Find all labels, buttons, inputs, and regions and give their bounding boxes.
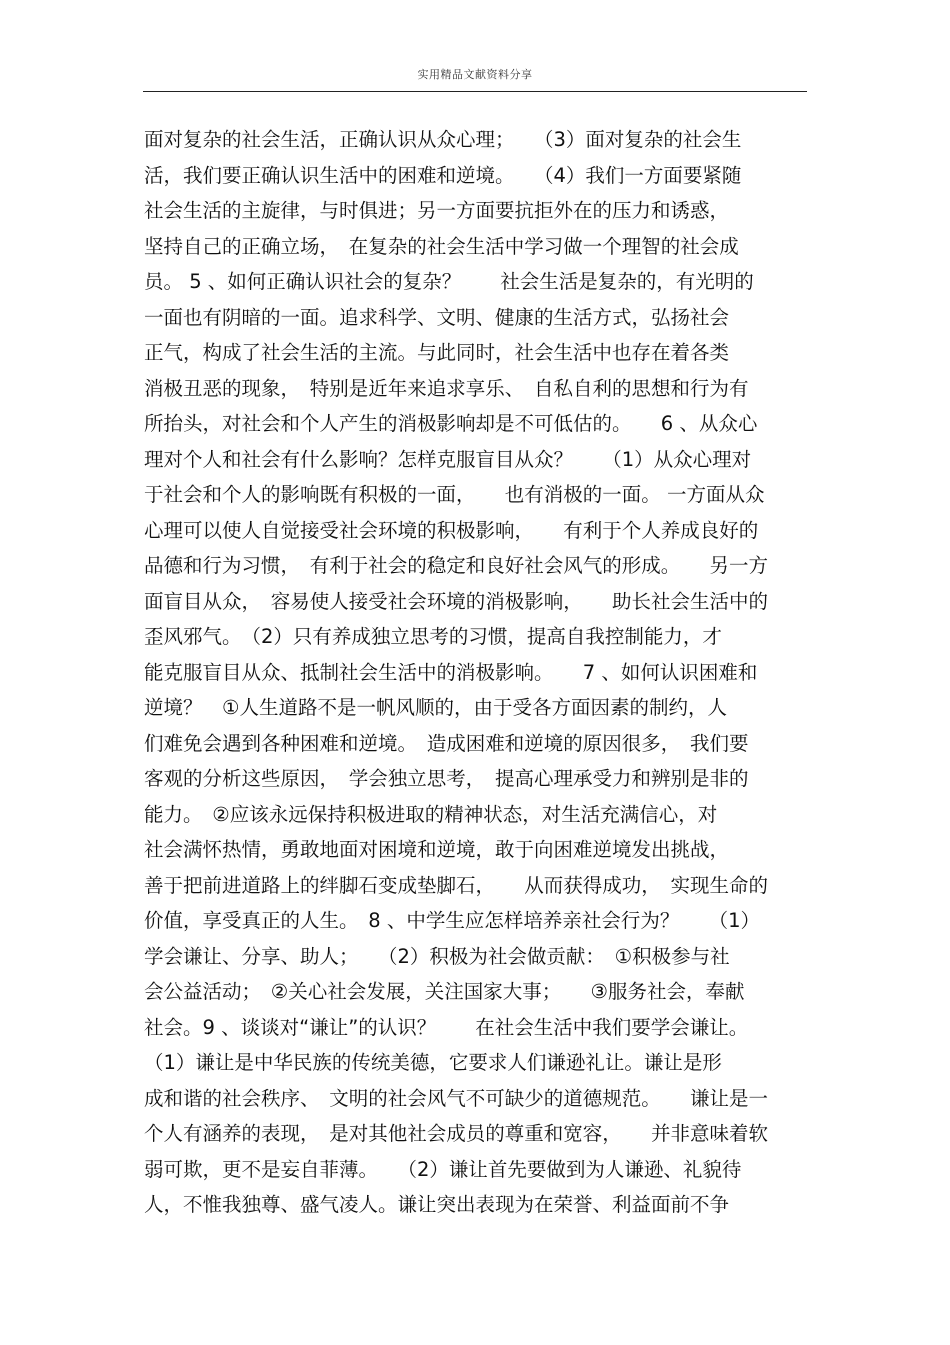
page-header-title: 实用精品文献资料分享 — [417, 68, 533, 81]
header-divider — [143, 91, 807, 92]
text-line: 善于把前进道路上的绊脚石变成垫脚石， 从而获得成功， 实现生命的 — [144, 873, 769, 897]
text-line: 歪风邪气。 （2）只有养成独立思考的习惯，提高自我控制能力，才 — [144, 625, 722, 648]
text-line: 品德和行为习惯， 有利于社会的稳定和良好社会风气的形成。 另一方 — [144, 554, 769, 577]
text-line: 坚持自己的正确立场， 在复杂的社会生活中学习做一个理智的社会成 — [144, 234, 739, 258]
text-line: 能克服盲目从众、抵制社会生活中的消极影响。 7 、如何认识困难和 — [144, 660, 758, 684]
text-line: 员。 5 、如何正确认识社会的复杂？ 社会生活是复杂的，有光明的 — [144, 270, 754, 293]
text-line: 面盲目从众， 容易使人接受社会环境的消极影响， 助长社会生活中的 — [144, 589, 769, 613]
text-line: 理对个人和社会有什么影响？怎样克服盲目从众？ （1）从众心理对 — [144, 447, 752, 471]
text-line: 会公益活动； ②关心社会发展，关注国家大事； ③服务社会，奉献 — [144, 980, 745, 1003]
text-line: 所抬头，对社会和个人产生的消极影响却是不可低估的。 6 、从众心 — [144, 412, 758, 435]
text-line: 正气，构成了社会生活的主流。与此同时，社会生活中也存在着各类 — [144, 341, 730, 364]
text-line: 面对复杂的社会生活，正确认识从众心理； （3）面对复杂的社会生 — [144, 128, 742, 151]
text-line: 人，不惟我独尊、盛气凌人。谦让突出表现为在荣誉、利益面前不争 — [144, 1193, 730, 1216]
text-line: 社会生活的主旋律，与时俱进；另一方面要抗拒外在的压力和诱惑， — [144, 199, 730, 222]
text-line: 们难免会遇到各种困难和逆境。 造成困难和逆境的原因很多， 我们要 — [144, 731, 749, 755]
text-line: 活，我们要正确认识生活中的困难和逆境。 （4）我们一方面要紧随 — [144, 163, 742, 187]
text-line: 心理可以使人自觉接受社会环境的积极影响， 有利于个人养成良好的 — [144, 518, 759, 542]
text-line: 客观的分析这些原因， 学会独立思考， 提高心理承受力和辨别是非的 — [144, 767, 749, 790]
text-line: 弱可欺，更不是妄自菲薄。 （2）谦让首先要做到为人谦逊、礼貌待 — [144, 1157, 742, 1181]
text-line: 成和谐的社会秩序、 文明的社会风气不可缺少的道德规范。 谦让是一 — [144, 1086, 769, 1110]
text-line: 个人有涵养的表现， 是对其他社会成员的尊重和宽容， 并非意味着软 — [144, 1122, 769, 1145]
text-line: 于社会和个人的影响既有积极的一面， 也有消极的一面。 一方面从众 — [144, 483, 765, 506]
text-line: 一面也有阴暗的一面。追求科学、文明、健康的生活方式，弘扬社会 — [144, 305, 730, 329]
document-body — [144, 122, 844, 1223]
text-line: 社会满怀热情，勇敢地面对困境和逆境，敢于向困难逆境发出挑战， — [144, 838, 730, 861]
text-line: 逆境？ ①人生道路不是一帆风顺的，由于受各方面因素的制约，人 — [144, 696, 727, 719]
text-line: 学会谦让、分享、助人； （2）积极为社会做贡献： ①积极参与社 — [144, 944, 730, 968]
text-line: 价值，享受真正的人生。 8 、中学生应怎样培养亲社会行为？ （1） — [144, 909, 761, 932]
text-line: 能力。 ②应该永远保持积极进取的精神状态，对生活充满信心，对 — [144, 802, 718, 826]
text-line: 社会。9 、谈谈对“谦让”的认识？ 在社会生活中我们要学会谦让。 — [144, 1015, 749, 1039]
text-line: （1）谦让是中华民族的传统美德，它要求人们谦逊礼让。谦让是形 — [144, 1051, 722, 1074]
text-line: 消极丑恶的现象， 特别是近年来追求享乐、 自私自利的思想和行为有 — [144, 376, 749, 400]
